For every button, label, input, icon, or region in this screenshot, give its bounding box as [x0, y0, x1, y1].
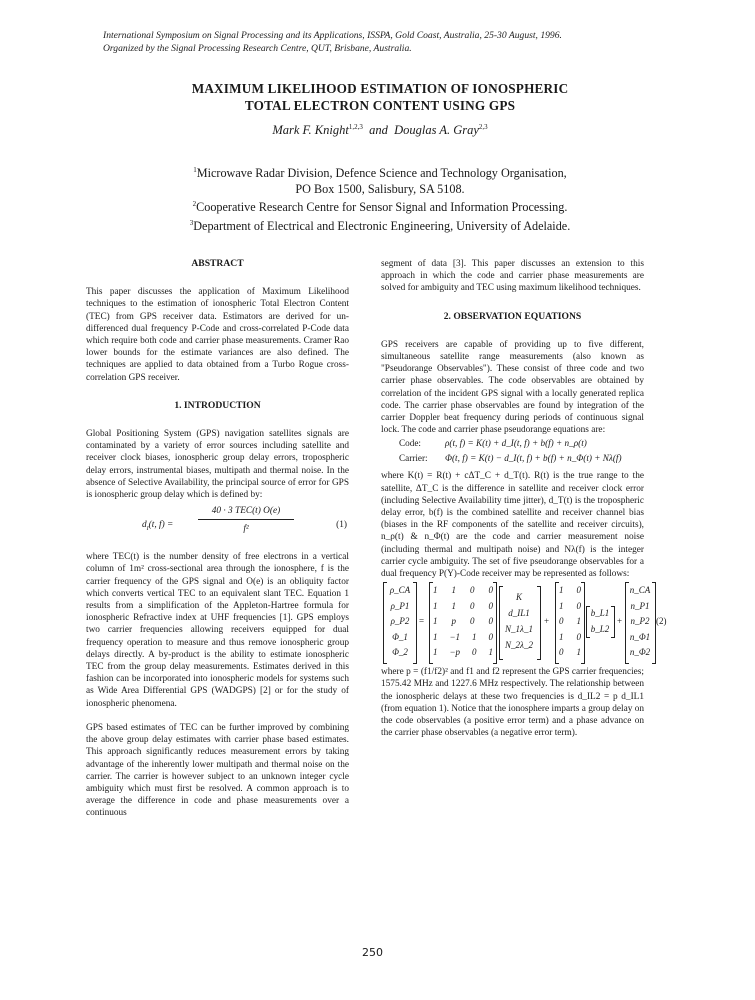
b: 0: [559, 647, 564, 658]
eq1-denominator: f²: [243, 524, 249, 535]
vec-entry: K: [515, 592, 522, 603]
equation-1: [86, 503, 349, 549]
bracket: [537, 586, 541, 660]
observation-paragraph-3: where p = (f1/f2)² and f1 and f2 represent the GPS carrier frequencies; 1575.42 MHz and 1227.6 MHz respectively. The relationship between the ionospheric delays at these two frequencies is d_IL2 = p d_IL1 (from equation 1). Notice that the ionosphere imparts a group delay on the code observables (a positive error term) and a phase advance on the carrier phase observables (a negative error term).: [381, 667, 644, 739]
b: 1: [559, 585, 564, 596]
eq1-fraction: [198, 505, 294, 535]
a: 1: [433, 631, 438, 642]
affil-text: Department of Electrical and Electronic Engineering, University of Adelaide.: [193, 218, 571, 233]
observation-paragraph-2: where K(t) = R(t) + cΔT_C + d_T(t). R(t) is the true range to the satellite, ΔT_C is the difference in satellite and receiver clock error (including Selective Availability time jitter), d_T(t) is the tropospheric delay error, b(f) is the combined satellite and receiver channel bias (biases in the RF components of the satellite and receiver circuits), n_ρ(t) & n_Φ(t) are the code and carrier measurement noise (including thermal and multipath noise) and Nλ(f) is the integer carrier cycle ambiguity. The set of five pseudorange observables for a dual frequency P(Y)-Code receiver may be represented as follows:: [381, 471, 644, 580]
a: −1: [449, 631, 461, 642]
eq2-label: (2): [656, 616, 667, 627]
a: 0: [470, 585, 475, 596]
a: 0: [488, 585, 493, 596]
eq1-lhs: $d_I(t$, f) =: [142, 520, 174, 533]
vec-entry: n_P1: [630, 600, 650, 611]
affiliation-2: [120, 197, 640, 216]
abstract-heading: ABSTRACT: [191, 258, 244, 269]
author-2-affil: 2,3: [478, 123, 488, 131]
intro-paragraph-3: GPS based estimates of TEC can be further improved by combining the above group delay estimates with carrier phase based estimates. This approach significantly reduces measurement errors by taking advantage of the inherently lower multipath and thermal noise on the carrier. The carrier is however subject to an unknown integer cycle ambiguity which must first be resolved. A common approach is to average the difference in code and phase measurements over a continuous: [86, 722, 349, 819]
code-eq: ρ(t, f) = K(t) + d_I(t, f) + b(f) + n_ρ(t): [445, 438, 587, 449]
vec-entry: ρ_P1: [390, 600, 410, 611]
conference-header: [103, 29, 663, 55]
right-column: [381, 258, 667, 739]
vec-entry: n_Φ1: [629, 631, 651, 642]
vec-entry: d_IL1: [508, 608, 530, 619]
a: 1: [433, 585, 438, 596]
organizer-line: Organized by the Signal Processing Research Centre, QUT, Brisbane, Australia.: [103, 43, 412, 54]
a: p: [451, 616, 456, 627]
b: 1: [576, 616, 581, 627]
noise-vector: [627, 583, 653, 661]
b: 1: [559, 631, 564, 642]
plus: +: [544, 616, 550, 627]
author-1: Mark F. Knight: [272, 123, 349, 138]
observation-heading: 2. OBSERVATION EQUATIONS: [443, 310, 582, 322]
matrix-B: [559, 583, 581, 661]
affil-text: Microwave Radar Division, Defence Science and Technology Organisation,: [196, 166, 567, 181]
carrier-label: Carrier:: [399, 453, 428, 464]
vec-entry: N_2λ_2: [505, 640, 533, 651]
a: 0: [470, 600, 475, 611]
bracket: [413, 582, 417, 664]
eq1-label: (1): [336, 520, 347, 531]
code-label: Code:: [399, 438, 421, 449]
vec-entry: Φ_2: [392, 647, 408, 658]
matrix-A: [433, 583, 493, 661]
a: 0: [472, 647, 477, 658]
title-line-1: MAXIMUM LIKELIHOOD ESTIMATION OF IONOSPHERIC: [191, 81, 569, 96]
b: 1: [576, 647, 581, 658]
x-vector: [501, 589, 537, 653]
intro-paragraph-1: Global Positioning System (GPS) navigation satellites signals are contaminated by a variety of error sources including satellite and receiver clock biases, ionospheric group delay errors, tropospheric delay errors, instrumental biases, multipath and thermal noise. In the absence of Selective Availability, the principal source of error for GPS is ionospheric group delay which is defined by:: [86, 429, 349, 501]
affil-sup: 2: [192, 200, 197, 209]
affiliation-1-address: PO Box 1500, Salisbury, SA 5108.: [295, 181, 465, 196]
affil-sup: 1: [193, 166, 197, 174]
affil-sup: 3: [189, 218, 194, 227]
intro-paragraph-2: where TEC(t) is the number density of free electrons in a vertical column of 1m² cross-sectional area through the ionosphere, f is the carrier frequency of the GPS signal and O(e) is an obliquity factor which converts vertical TEC to an equivalent slant TEC. Equation 1 results from a simplification of the Appleton-Hartree formula for ionospheric Refractive index at UHF frequencies [1]. GPS employs two carrier frequencies allowing receivers equipped for dual frequency operation to measure and thus remove ionospheric group delays directly. A by-product is the ability to estimate ionospheric TEC from the group delay measurements. Estimates derived in this fashion can be incorporated into ionospheric models for systems such as Wide Area Differential GPS (WADGPS) [2] or for the study of ionospheric phenomena.: [86, 552, 349, 709]
conference-line: International Symposium on Signal Processing and its Applications, ISSPA, Gold Coast, Australia, 25-30 August, 1996.: [103, 30, 562, 41]
vec-entry: b_L1: [590, 608, 610, 619]
bias-vector: [588, 606, 612, 637]
vec-entry: ρ_CA: [389, 585, 411, 596]
a: 1: [472, 631, 477, 642]
affiliation-1: [120, 163, 640, 182]
plus: +: [617, 616, 623, 627]
affiliation-3: [120, 216, 640, 235]
author-2: Douglas A. Gray: [394, 123, 479, 138]
code-equation: [381, 436, 644, 451]
a: 1: [433, 600, 438, 611]
a: 1: [488, 647, 493, 658]
equals: =: [419, 616, 425, 627]
affiliations: [120, 163, 640, 234]
carrier-eq: Φ(t, f) = K(t) − d_I(t, f) + b(f) + n_Φ(t) + Nλ(f): [445, 453, 622, 464]
a: 0: [470, 616, 475, 627]
author-1-affil: 1,2,3: [348, 123, 363, 131]
a: 1: [433, 616, 438, 627]
equation-2-matrix: [381, 582, 667, 664]
vec-entry: n_P2: [630, 616, 650, 627]
page-number: 250: [362, 946, 383, 959]
paper-title: [120, 80, 640, 114]
a: −p: [449, 647, 461, 658]
b: 0: [559, 616, 564, 627]
bracket: [611, 606, 615, 638]
bracket: [581, 582, 585, 664]
b: 0: [576, 600, 581, 611]
vec-entry: n_Φ2: [629, 647, 651, 658]
a: 1: [451, 600, 456, 611]
observation-paragraph-1: GPS receivers are capable of providing up to five different, simultaneous satellite range measurements (also known as "Pseudorange Observables"). These consist of three code and two carrier phase observables. The code observables are obtained by correlation of the incident GPS signal with a locally generated replica code. The carrier phase observables are found by integration of the carrier Doppler beat frequency during periods of continuous signal lock. The code and carrier phase pseudorange equations are:: [381, 339, 644, 436]
authors: [120, 123, 640, 138]
eq1-numerator: 40 · 3 TEC(t) O(e): [198, 505, 294, 520]
b: 0: [576, 631, 581, 642]
vec-entry: n_CA: [629, 585, 651, 596]
a: 1: [433, 647, 438, 658]
bracket: [493, 582, 497, 664]
vec-entry: N_1λ_1: [505, 624, 533, 635]
title-line-2: TOTAL ELECTRON CONTENT USING GPS: [244, 98, 516, 113]
vec-entry: ρ_P2: [390, 616, 410, 627]
b: 1: [559, 600, 564, 611]
a: 0: [488, 631, 493, 642]
a: 0: [488, 616, 493, 627]
intro-paragraph-4: segment of data [3]. This paper discusses an extension to this approach in which the code and carrier phase measurements are solved for ambiguity and TEC using maximum likelihood techniques.: [381, 259, 644, 294]
vec-entry: b_L2: [590, 623, 610, 634]
vec-entry: Φ_1: [392, 631, 408, 642]
a: 0: [488, 600, 493, 611]
affil-text: Cooperative Research Centre for Sensor Signal and Information Processing.: [196, 200, 568, 215]
carrier-equation: [381, 451, 644, 466]
b: 0: [576, 585, 581, 596]
a: 1: [451, 585, 456, 596]
authors-conj: and: [369, 123, 388, 138]
left-column: [86, 258, 349, 820]
introduction-heading: 1. INTRODUCTION: [174, 399, 261, 411]
abstract-text: This paper discusses the application of Maximum Likelihood techniques to the estimation of ionospheric Total Electron Content (TEC) from GPS receiver data. Estimators are derived for un-differenced dual frequency P-Code and cross-correlated P-Code data which require both code and carrier phase measurements. Cramer Rao lower bounds for the estimate variances are also defined. The techniques are applied to data obtained from a Turbo Rogue cross-correlation GPS receiver.: [86, 287, 349, 383]
lhs-vector: [387, 583, 413, 661]
